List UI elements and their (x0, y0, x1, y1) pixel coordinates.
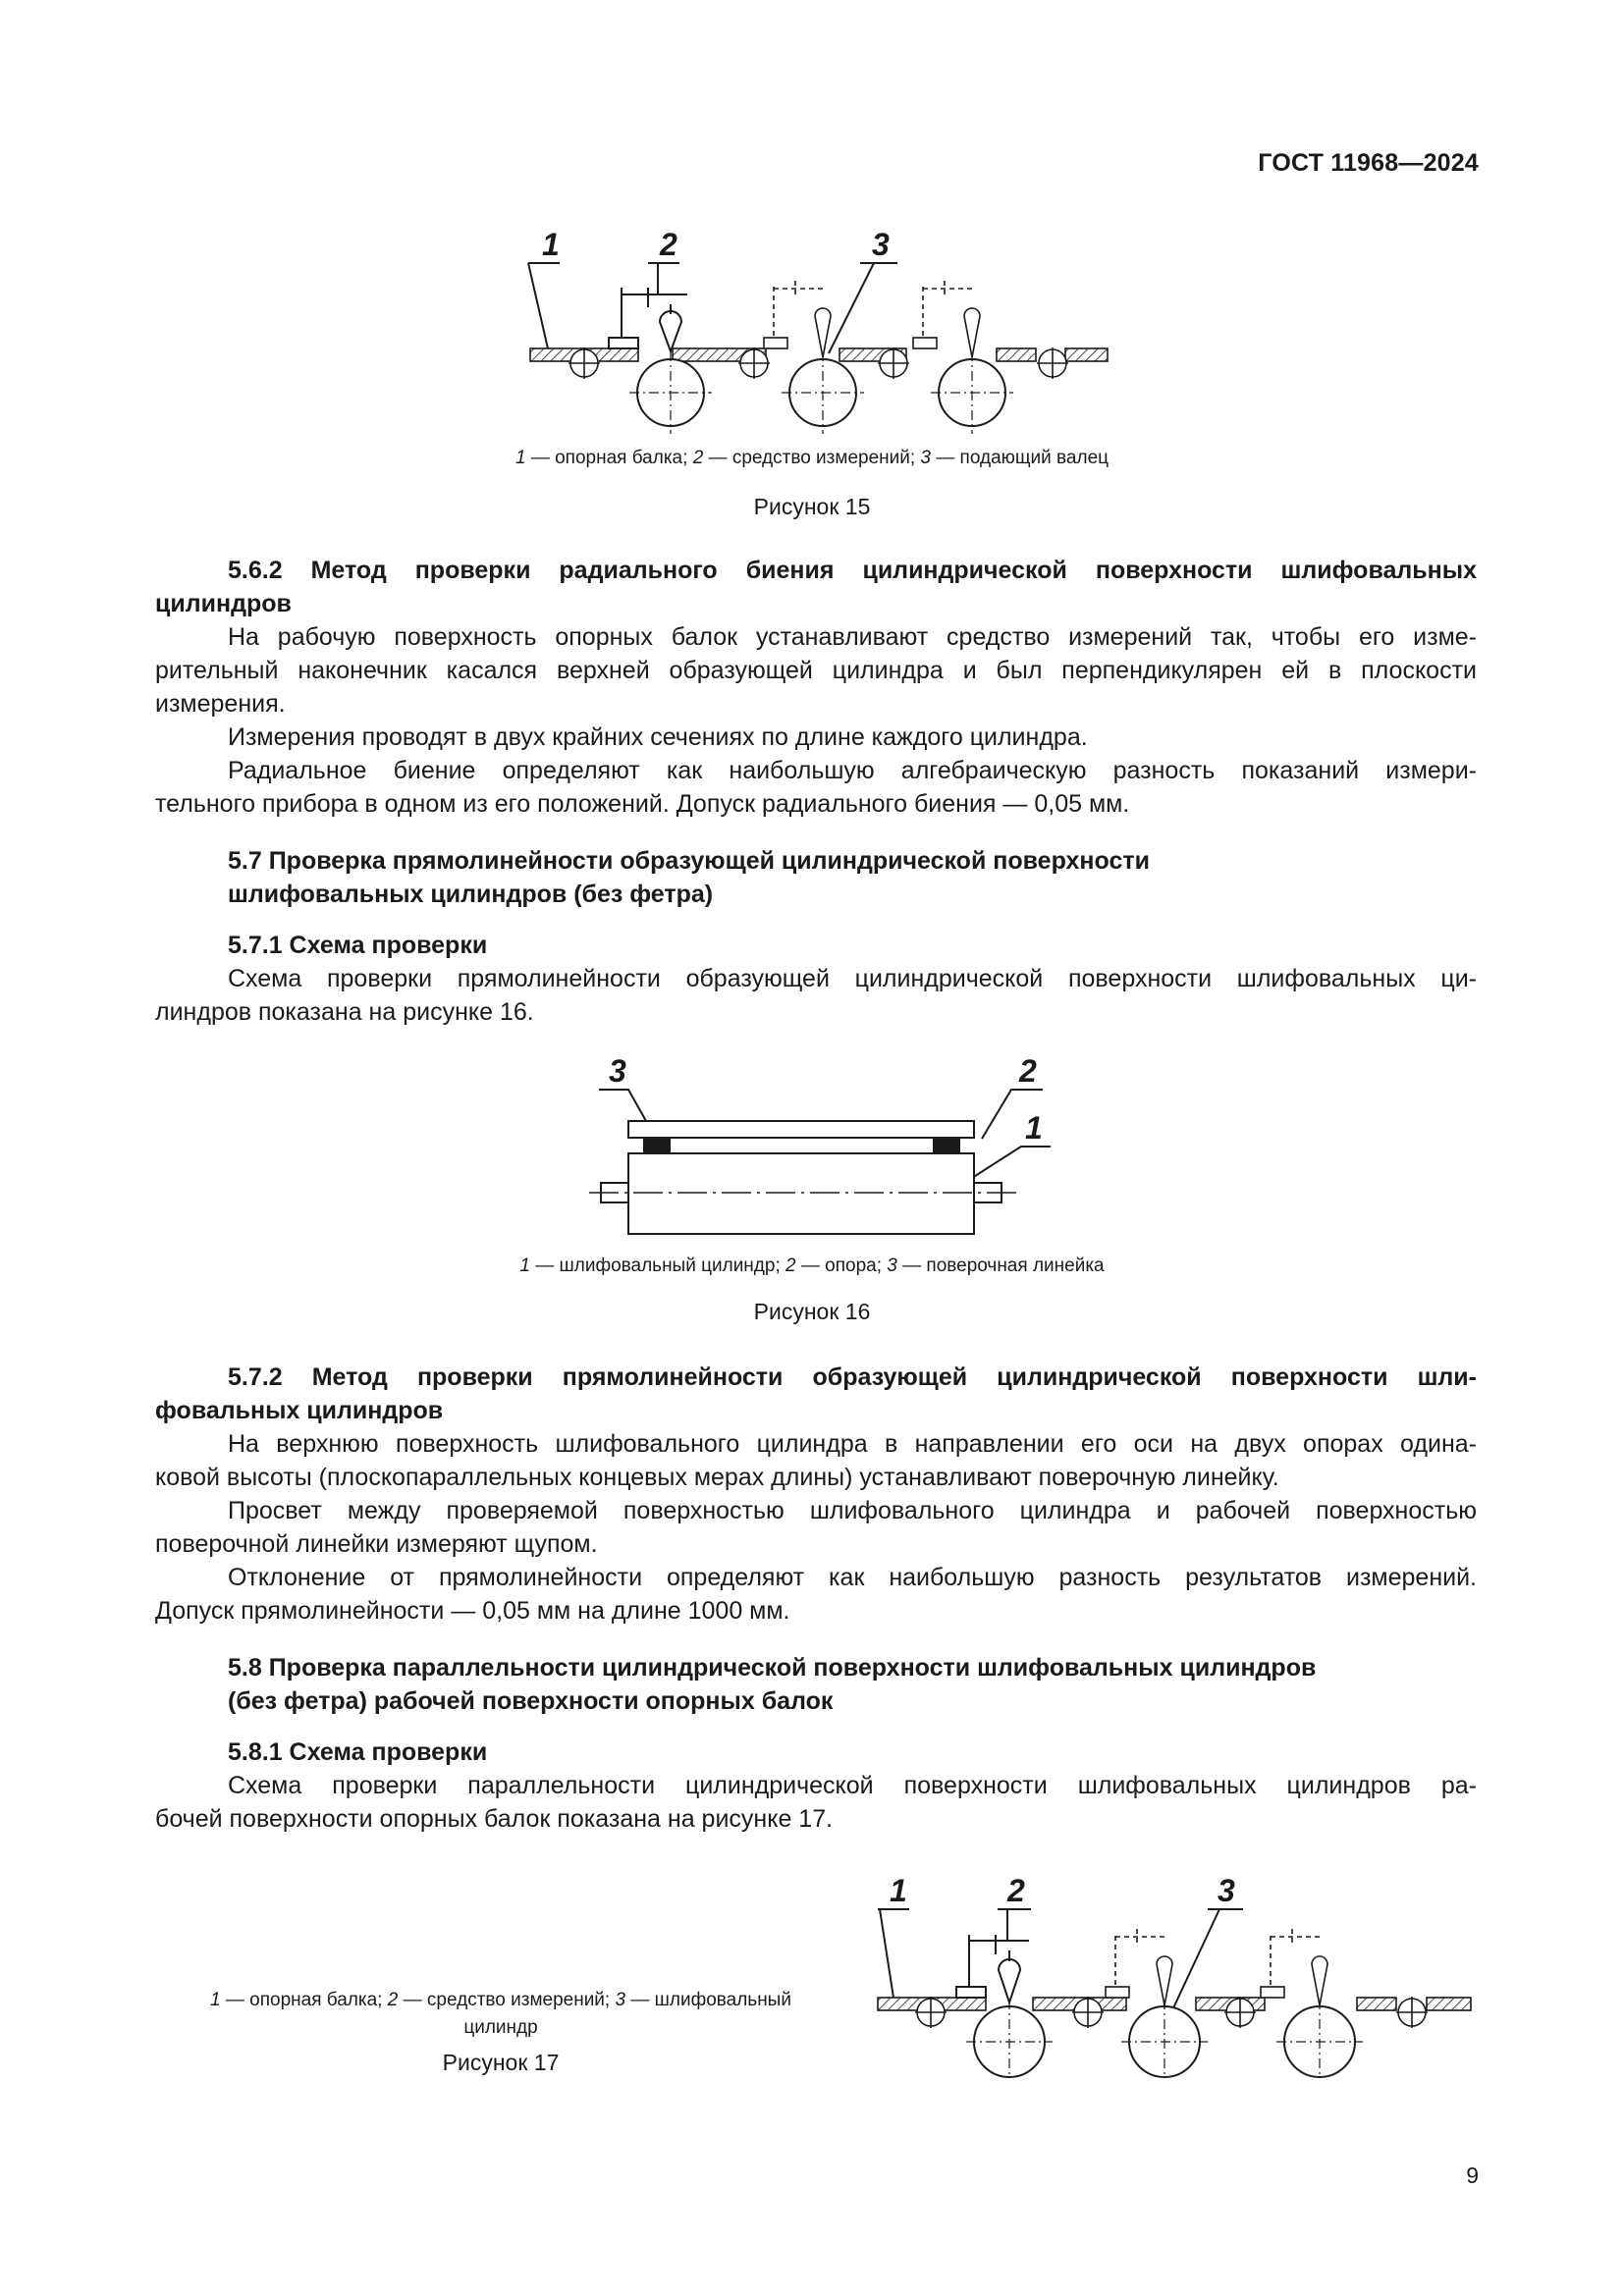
figure-16-label-2: 2 (1019, 1053, 1037, 1089)
figure-16-caption (0, 1255, 1624, 1277)
cap16-n3: 3 (887, 1255, 897, 1276)
s571-heading: 5.7.1 Схема проверки (228, 932, 488, 959)
figure-17-title: Рисунок 17 (442, 2050, 560, 2075)
cap15-t3: — подающий валец (931, 448, 1110, 468)
cap16-n2: 2 (785, 1255, 796, 1276)
s572-p2-l2: поверочной линейки измеряют щупом. (155, 1530, 598, 1558)
cap17-t2: — средство измерений; (398, 1990, 616, 2010)
cap17-t1: — опорная балка; (220, 1990, 388, 2010)
s562-p1-l2: рительный наконечник касался верхней образующей цилиндра и был перпендикулярен ей в плоскости (155, 657, 1477, 684)
document-header-id: ГОСТ 11968—2024 (1258, 149, 1479, 177)
s572-p3-l2: Допуск прямолинейности — 0,05 мм на длине 1000 мм. (155, 1597, 790, 1625)
figure-16-label-1: 1 (1025, 1110, 1043, 1146)
s572-p2-l1: Просвет между проверяемой поверхностью шлифовального цилиндра и рабочей поверхностью (228, 1497, 1477, 1524)
s562-p1-l3: измерения. (155, 690, 286, 718)
figure-17-caption-l1 (147, 1987, 854, 2014)
s572-heading-l2: фовальных цилиндров (155, 1397, 444, 1424)
figure-16-cylinder (628, 1153, 974, 1234)
s562-p2: Измерения проводят в двух крайних сечениях по длине каждого цилиндра. (228, 723, 1088, 751)
figure-15-diagram (511, 226, 1119, 442)
s572-p1-l2: ковой высоты (плоскопараллельных концевых мерах длины) устанавливают поверочную линейку. (155, 1464, 1279, 1491)
cap16-n1: 1 (519, 1255, 530, 1276)
s58-heading-l1: 5.8 Проверка параллельности цилиндрической поверхности шлифовальных цилиндров (228, 1654, 1317, 1682)
s571-p1-l2: линдров показана на рисунке 16. (155, 998, 534, 1026)
cap17-n1: 1 (210, 1990, 221, 2010)
s572-p3-l1: Отклонение от прямолинейности определяют как наибольшую разность результатов измерений. (228, 1564, 1477, 1591)
figure-15-leaders (528, 263, 897, 353)
s572-heading-l1: 5.7.2 Метод проверки прямолинейности образующей цилиндрической поверхности шли- (228, 1363, 1477, 1391)
cap16-t1: — шлифовальный цилиндр; (529, 1255, 786, 1276)
cap15-n2: 2 (692, 448, 704, 468)
figure-17-label-2: 2 (1007, 1873, 1025, 1908)
figure-17-caption (147, 1987, 854, 2042)
figure-16-title: Рисунок 16 (753, 1299, 871, 1324)
figure-17-diagram (872, 1870, 1481, 2076)
page-number: 9 (1466, 2163, 1479, 2188)
figure-17-instrument-dashed (1115, 1929, 1324, 1985)
figure-17-label-1: 1 (890, 1873, 907, 1908)
cap16-t2: — опора; (795, 1255, 888, 1276)
s562-heading-l1: 5.6.2 Метод проверки радиального биения цилиндрической поверхности шлифовальных (228, 557, 1477, 584)
s581-heading: 5.8.1 Схема проверки (228, 1738, 488, 1766)
s572-p1-l1: На верхнюю поверхность шлифовального цилиндра в направлении его оси на двух опорах одина- (228, 1430, 1477, 1458)
s581-p1-l2: бочей поверхности опорных балок показана на рисунке 17. (155, 1805, 834, 1833)
s562-p3-l2: тельного прибора в одном из его положений. Допуск радиального биения — 0,05 мм. (155, 790, 1130, 818)
s57-heading-l2: шлифовальных цилиндров (без фетра) (228, 881, 714, 908)
cap15-t1: — опорная балка; (525, 448, 693, 468)
figure-17-measuring-instrument (956, 1935, 1029, 2002)
s562-heading-l2: цилиндров (155, 590, 292, 617)
figure-15-label-1: 1 (542, 227, 560, 262)
s57-heading-l1: 5.7 Проверка прямолинейности образующей цилиндрической поверхности (228, 847, 1150, 875)
figure-15-measuring-instrument (609, 288, 687, 351)
s58-heading-l2: (без фетра) рабочей поверхности опорных балок (228, 1687, 834, 1715)
figure-15-title: Рисунок 15 (753, 494, 871, 519)
figure-16-straightedge (628, 1121, 974, 1138)
s581-p1-l1: Схема проверки параллельности цилиндрической поверхности шлифовальных цилиндров ра- (228, 1772, 1477, 1799)
figure-15-caption (0, 448, 1624, 469)
figure-15-label-3: 3 (872, 227, 890, 262)
figure-16-diagram (589, 1050, 1041, 1247)
figure-15-label-2: 2 (660, 227, 677, 262)
cap16-t3: — поверочная линейка (896, 1255, 1105, 1276)
cap15-t2: — средство измерений; (703, 448, 921, 468)
figure-16-support-left (643, 1138, 671, 1153)
cap15-n1: 1 (514, 448, 526, 468)
figure-16-label-3: 3 (609, 1053, 626, 1089)
figure-17-caption-l2: цилиндр (463, 2017, 538, 2038)
figure-16-support-right (933, 1138, 960, 1153)
cap17-t3: — шлифовальный (625, 1990, 791, 2010)
cap17-n3: 3 (615, 1990, 626, 2010)
s562-p1-l1: На рабочую поверхность опорных балок устанавливают средство измерений так, чтобы его изме- (228, 623, 1477, 651)
cap15-n3: 3 (920, 448, 931, 468)
s571-p1-l1: Схема проверки прямолинейности образующей цилиндрической поверхности шлифовальных ци- (228, 965, 1477, 992)
cap17-n2: 2 (387, 1990, 399, 2010)
figure-15-instrument-dashed (774, 281, 976, 336)
s562-p3-l1: Радиальное биение определяют как наибольшую алгебраическую разность показаний измери- (228, 757, 1477, 784)
figure-17-label-3: 3 (1218, 1873, 1235, 1908)
